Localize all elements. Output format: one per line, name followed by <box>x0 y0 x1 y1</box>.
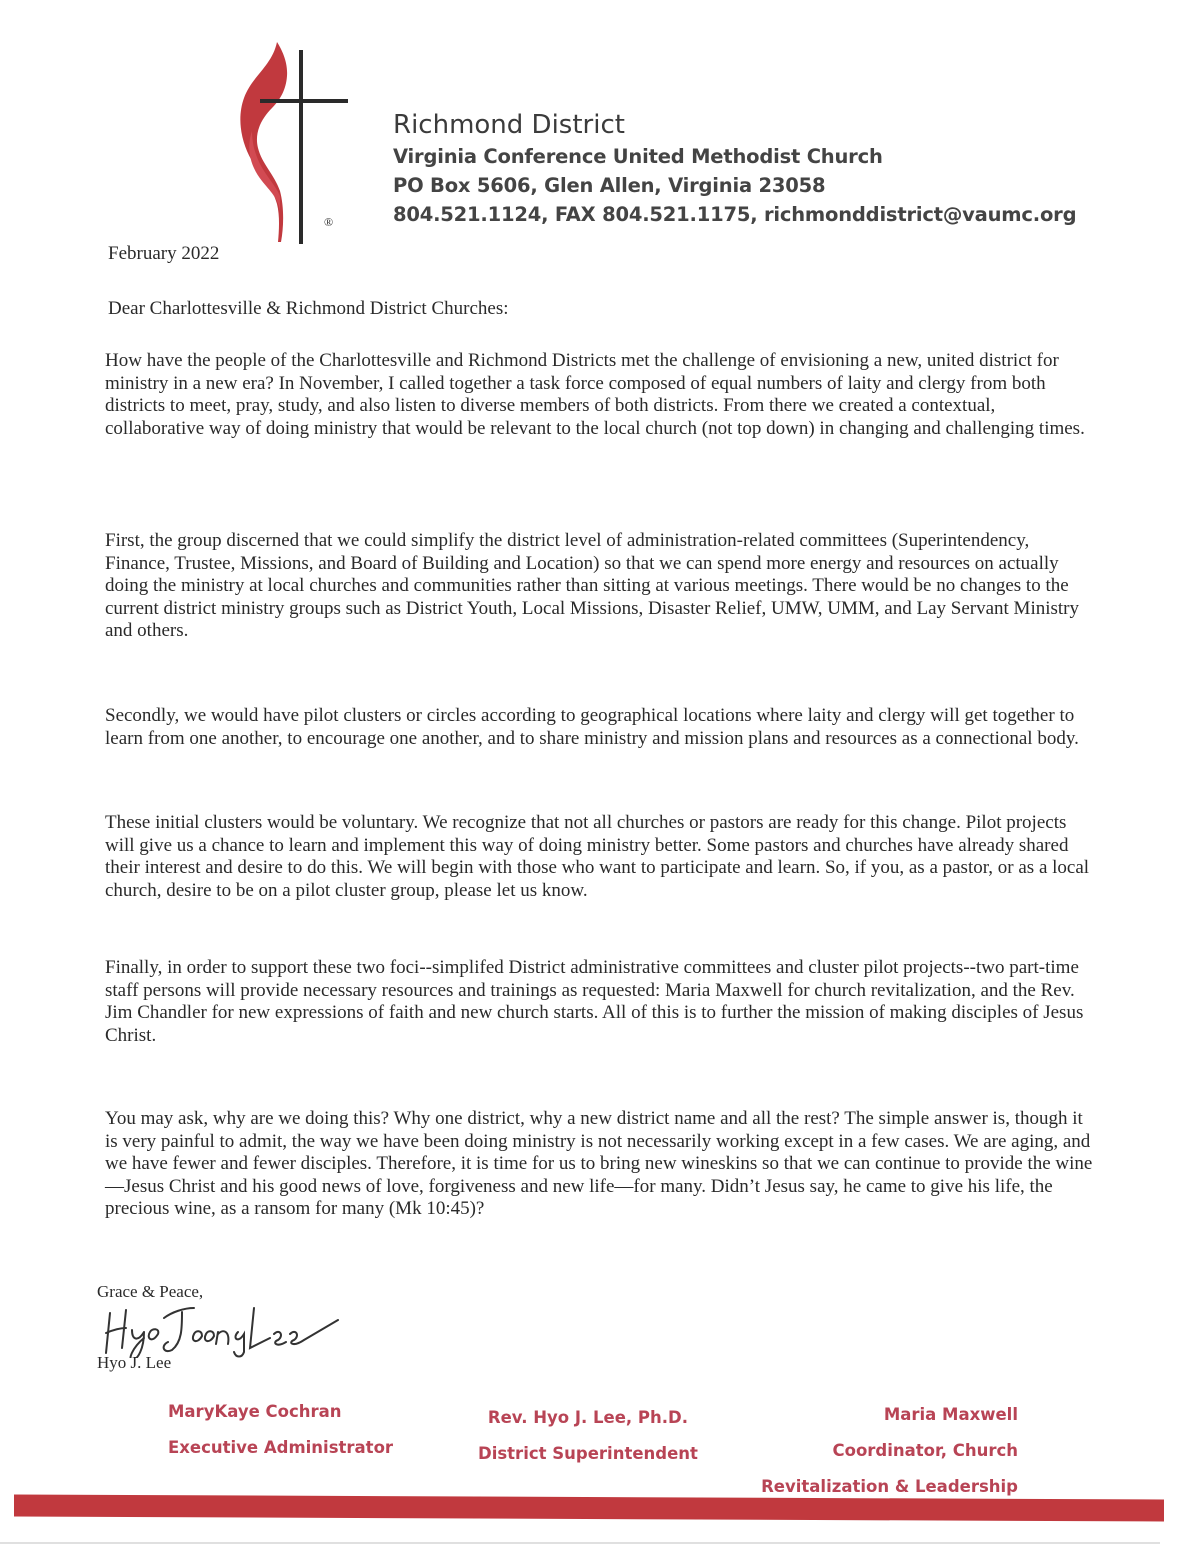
staff-title: Coordinator, Church <box>832 1441 1018 1460</box>
signer-name: Hyo J. Lee <box>97 1353 172 1372</box>
staff-title: District Superintendent <box>478 1444 698 1463</box>
staff-member <box>761 1397 1018 1505</box>
paragraph: You may ask, why are we doing this? Why one district, why a new district name and all the rest? The simple answer is, though it is very painful to admit, the way we have been doing ministry is not necessarily working except in a few cases. We are aging, and we have fewer and fewer disciples. Therefore, it is time for us to bring new wineskins so that we can continue to provide the wine—Jesus Christ and his good news of love, forgiveness and new life—for many. Didn’t Jesus say, he came to give his life, the precious wine, as a ransom for many (Mk 10:45)? <box>105 1108 1093 1219</box>
footer-divider <box>0 1542 1160 1544</box>
staff-title: Executive Administrator <box>168 1438 394 1457</box>
letter-closing: Grace & Peace, <box>97 1282 204 1301</box>
paragraph: First, the group discerned that we could simplify the district level of administration-related committees (Superintendency, Finance, Trustee, Missions, and Board of Building and Location) so that we can spend more energy and resources on actually doing the ministry at local churches and communities rather than sitting at various meetings. There would be no changes to the current district ministry groups such as District Youth, Local Missions, Disaster Relief, UMW, UMM, and Lay Servant Ministry and others. <box>105 530 1080 641</box>
paragraph: How have the people of the Charlottesville and Richmond Districts met the challenge of envisioning a new, united district for ministry in a new era? In November, I called together a task force composed of equal numbers of laity and clergy from both districts to meet, pray, study, and also listen to diverse members of both districts. From there we created a contextual, collaborative way of doing ministry that would be relevant to the local church (not top down) in changing and challenging times. <box>105 350 1085 439</box>
paragraph: Secondly, we would have pilot clusters or circles according to geographical locations where laity and clergy will get together to learn from one another, to encourage one another, and to share ministry and mission plans and resources as a connectional body. <box>105 705 1079 749</box>
staff-member <box>478 1400 698 1472</box>
district-title: Richmond District <box>393 110 625 140</box>
letter-greeting: Dear Charlottesville & Richmond District Churches: <box>108 298 509 319</box>
staff-title: Revitalization & Leadership <box>761 1477 1018 1496</box>
staff-name: Maria Maxwell <box>883 1405 1018 1424</box>
cross-and-flame-icon <box>232 36 352 246</box>
staff-name: MaryKaye Cochran <box>168 1402 342 1421</box>
paragraph: Finally, in order to support these two foci--simplifed District administrative committees and cluster pilot projects--two part-time staff persons will provide necessary resources and trainings as requested: Maria Maxwell for church revitalization, and the Rev. Jim Chandler for new expressions of faith and new church starts. All of this is to further the mission of making disciples of Jesus Christ. <box>105 957 1084 1046</box>
staff-name: Rev. Hyo J. Lee, Ph.D. <box>487 1408 688 1427</box>
postal-address: PO Box 5606, Glen Allen, Virginia 23058 <box>393 174 826 197</box>
handwritten-signature <box>98 1298 358 1358</box>
letterhead <box>393 108 1076 229</box>
paragraph: These initial clusters would be voluntary. We recognize that not all churches or pastors are ready for this change. Pilot projects will give us a chance to learn and implement this way of doing ministry better. Some pastors and churches have already shared their interest and desire to do this. We will begin with those who want to participate and learn. So, if you, as a pastor, or as a local church, desire to be on a pilot cluster group, please let us know. <box>105 812 1090 901</box>
registered-mark: ® <box>324 215 334 229</box>
contact-info: 804.521.1124, FAX 804.521.1175, richmonddistrict@vaumc.org <box>393 203 1077 226</box>
footer-accent-bar <box>14 1494 1164 1521</box>
letter-date: February 2022 <box>108 243 220 264</box>
staff-member <box>168 1394 393 1466</box>
conference-name: Virginia Conference United Methodist Church <box>393 145 883 168</box>
